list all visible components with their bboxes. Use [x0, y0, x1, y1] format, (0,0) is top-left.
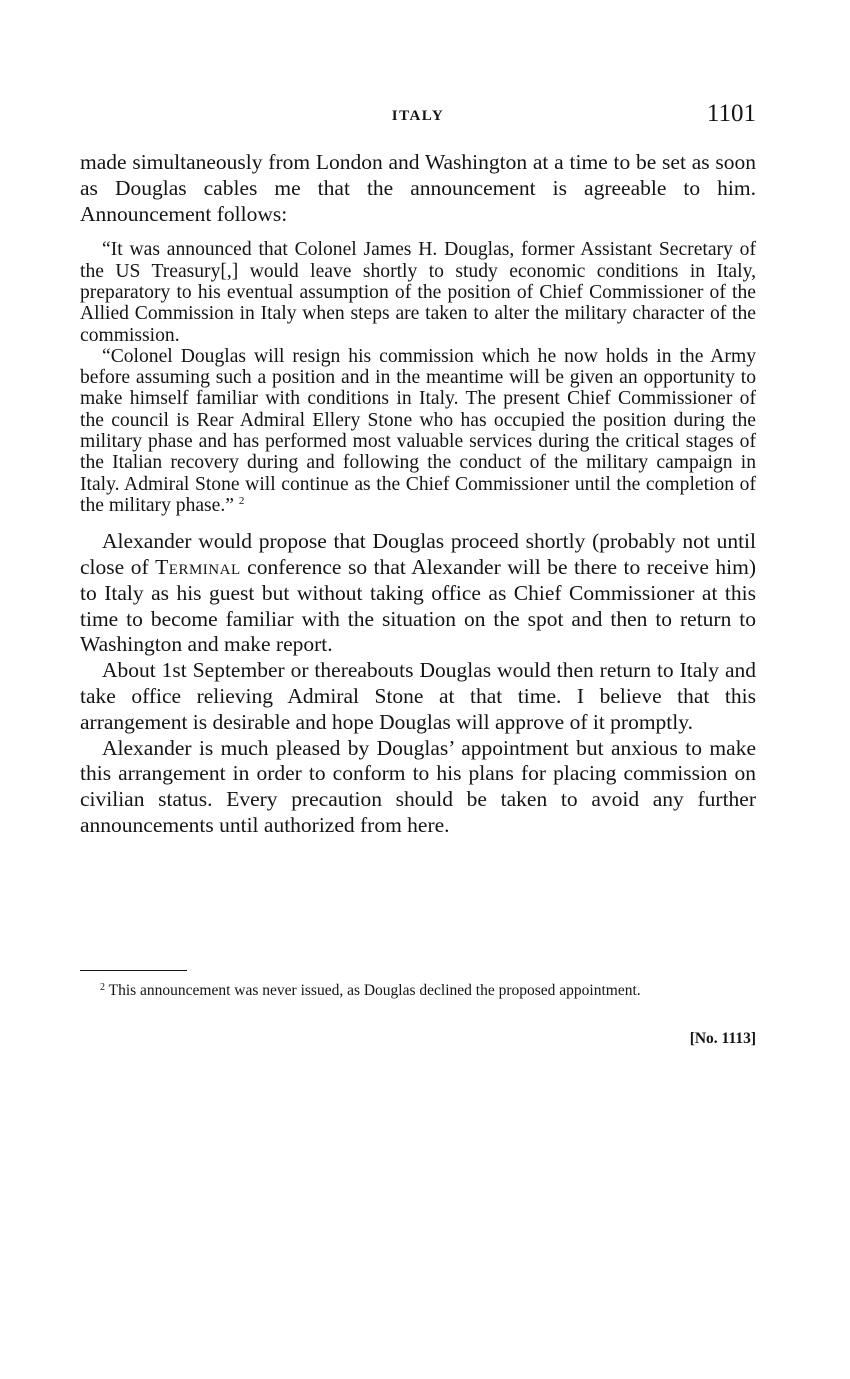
quote-paragraph-2 [80, 346, 756, 516]
terminal-conference-name: Terminal [155, 555, 241, 580]
running-head [80, 100, 756, 134]
footnote-text: This announcement was never issued, as Douglas declined the proposed appointment. [108, 982, 641, 999]
alexander-paragraph [80, 529, 756, 658]
announcement-quote [80, 239, 756, 516]
body-text [80, 150, 756, 839]
page-number: 1101 [706, 100, 756, 127]
footnote-divider [80, 970, 187, 971]
footnote-reference: 2 [238, 494, 245, 507]
footnote-marker: 2 [100, 982, 105, 993]
opening-paragraph: made simultaneously from London and Washington at a time to be set as soon as Douglas cables me that the announcement is agreeable to him. Announcement follows: [80, 150, 756, 226]
closing-paragraph: Alexander is much pleased by Douglas’ appointment but anxious to make this arrangement in order to conform to his plans for placing commission on civilian status. Every precaution should be taken to avoid any further announcements until authorized from here. [80, 735, 756, 838]
document-number: [No. 1113] [689, 1030, 756, 1047]
september-paragraph: About 1st September or thereabouts Douglas would then return to Italy and take office relieving Admiral Stone at that time. I believe that this arrangement is desirable and hope Douglas will approve of it promptly. [80, 658, 756, 734]
footnote [80, 982, 756, 1000]
running-title: ITALY [391, 108, 445, 124]
quote-paragraph-2-text: “Colonel Douglas will resign his commission which he now holds in the Army before assuming such a position and in the meantime will be given an opportunity to make himself familiar with conditions in Italy. The present Chief Commissioner of the council is Rear Admiral Ellery Stone who has occupied the position during the military phase and has performed most valuable services during the critical stages of the Italian recovery during and following the conduct of the military campaign in Italy. Admiral Stone will continue as the Chief Commissioner until the completion of the military phase.” [80, 345, 756, 516]
quote-paragraph-1: “It was announced that Colonel James H. Douglas, former Assistant Secretary of the US Treasury[,] would leave shortly to study economic conditions in Italy, preparatory to his eventual assumption of the position of Chief Commissioner of the Allied Commission in Italy when steps are taken to alter the military character of the commission. [80, 239, 756, 346]
alexander-paragraph-after: conference so that Alexander will be there to receive him) to Italy as his guest but without taking office as Chief Commissioner at this time to become familiar with the situation on the spot and then to return to Washington and make report. [80, 555, 756, 657]
alexander-paragraph-before: Alexander would propose that Douglas proceed shortly (probably not until close of [80, 529, 756, 580]
